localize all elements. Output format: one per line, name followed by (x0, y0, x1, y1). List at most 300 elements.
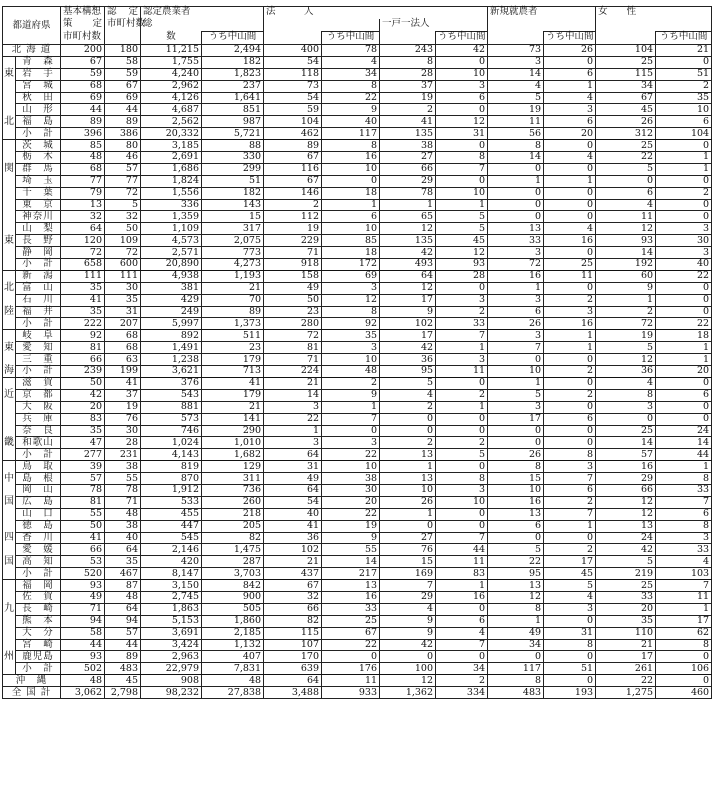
cell-value: 0 (436, 520, 488, 532)
cell-value: 0 (436, 56, 488, 68)
cell-value: 107 (264, 639, 322, 651)
cell-value: 483 (105, 663, 141, 675)
cell-value: 66 (264, 603, 322, 615)
subtotal-row (3, 259, 712, 271)
table-row (3, 152, 712, 164)
cell-value: 2 (380, 104, 436, 116)
region-label (3, 259, 16, 271)
cell-value: 11 (436, 556, 488, 568)
prefecture-name: 岡 山 (16, 484, 61, 496)
cell-value: 8,147 (141, 568, 202, 580)
cell-value: 1 (656, 603, 712, 615)
cell-value: 22 (322, 508, 380, 520)
cell-value: 10 (380, 484, 436, 496)
cell-value: 47 (61, 437, 105, 449)
cell-value: 12 (488, 591, 544, 603)
cell-value: 66 (380, 163, 436, 175)
subtotal-row (3, 449, 712, 461)
prefecture-name: 鹿児島 (16, 651, 61, 663)
cell-value: 2 (596, 306, 656, 318)
cell-value: 20,890 (141, 259, 202, 271)
cell-value: 4 (322, 56, 380, 68)
cell-value: 172 (322, 259, 380, 271)
cell-value: 13 (322, 580, 380, 592)
cell-value: 44 (656, 449, 712, 461)
prefecture-name: 島 根 (16, 473, 61, 485)
region-label (3, 449, 16, 461)
cell-value: 89 (264, 140, 322, 152)
cell-value: 54 (264, 56, 322, 68)
cell-value: 81 (61, 496, 105, 508)
cell-value: 851 (202, 104, 264, 116)
cell-value: 1 (322, 199, 380, 211)
cell-value: 9 (322, 532, 380, 544)
region-label (3, 140, 16, 152)
cell-value: 57 (61, 473, 105, 485)
cell-value: 8 (656, 639, 712, 651)
cell-value: 2 (436, 437, 488, 449)
cell-value: 78 (105, 484, 141, 496)
cell-value: 2 (322, 377, 380, 389)
cell-value: 106 (656, 663, 712, 675)
cell-value: 36 (380, 354, 436, 366)
prefecture-name: 長 野 (16, 235, 61, 247)
table-row (3, 211, 712, 223)
header-cert-muni-c: 市町村数 (105, 19, 141, 32)
cell-value: 396 (61, 128, 105, 140)
cell-value: 26 (488, 449, 544, 461)
cell-value: 81 (264, 342, 322, 354)
cell-value: 3 (322, 342, 380, 354)
cell-value: 222 (61, 318, 105, 330)
cell-value: 933 (322, 687, 380, 699)
cell-value: 14 (488, 152, 544, 164)
cell-value: 11 (596, 211, 656, 223)
stats-table-container (2, 6, 710, 699)
cell-value: 6 (596, 187, 656, 199)
cell-value: 34 (596, 80, 656, 92)
cell-value: 18 (656, 330, 712, 342)
cell-value: 502 (61, 663, 105, 675)
region-label (3, 92, 16, 104)
cell-value: 3 (322, 437, 380, 449)
cell-value: 40 (105, 532, 141, 544)
prefecture-name: 山 口 (16, 508, 61, 520)
cell-value: 42 (380, 247, 436, 259)
prefecture-name: 小 計 (16, 366, 61, 378)
cell-value: 10 (436, 68, 488, 80)
cell-value: 20 (61, 401, 105, 413)
region-label (3, 354, 16, 366)
cell-value: 1,475 (202, 544, 264, 556)
cell-value: 3 (488, 247, 544, 259)
cell-value: 135 (380, 128, 436, 140)
cell-value: 9 (380, 627, 436, 639)
cell-value: 104 (596, 45, 656, 57)
cell-value: 30 (105, 282, 141, 294)
cell-value: 93 (436, 259, 488, 271)
prefecture-name: 愛 媛 (16, 544, 61, 556)
cell-value: 64 (264, 484, 322, 496)
cell-value: 45 (544, 568, 596, 580)
prefecture-name: 岩 手 (16, 68, 61, 80)
cell-value: 56 (488, 128, 544, 140)
cell-value: 2,962 (141, 80, 202, 92)
cell-value: 36 (264, 532, 322, 544)
cell-value: 0 (656, 651, 712, 663)
cell-value: 22 (656, 270, 712, 282)
cell-value: 0 (544, 199, 596, 211)
cell-value: 1 (436, 580, 488, 592)
table-row (3, 413, 712, 425)
table-row (3, 199, 712, 211)
cell-value: 1 (656, 342, 712, 354)
cell-value: 67 (264, 580, 322, 592)
cell-value: 41 (105, 377, 141, 389)
cell-value: 330 (202, 152, 264, 164)
header-women: 女 性 (596, 7, 712, 20)
cell-value: 7 (656, 496, 712, 508)
cell-value: 19 (596, 330, 656, 342)
cell-value: 3 (544, 306, 596, 318)
cell-value: 31 (436, 128, 488, 140)
cell-value: 58 (61, 627, 105, 639)
region-label: 州 (4, 650, 14, 662)
cell-value: 69 (105, 92, 141, 104)
cell-value: 8 (436, 152, 488, 164)
cell-value: 2,185 (202, 627, 264, 639)
cell-value: 85 (322, 235, 380, 247)
cell-value: 1 (544, 175, 596, 187)
region-label (3, 413, 16, 425)
cell-value: 69 (322, 270, 380, 282)
cell-value: 2 (544, 544, 596, 556)
cell-value: 112 (264, 211, 322, 223)
prefecture-name: 高 知 (16, 556, 61, 568)
cell-value: 64 (61, 223, 105, 235)
cell-value: 10 (322, 223, 380, 235)
region-label: 海 (4, 365, 14, 377)
cell-value: 193 (544, 687, 596, 699)
cell-value: 218 (202, 508, 264, 520)
cell-value: 42 (436, 45, 488, 57)
cell-value: 37 (380, 80, 436, 92)
table-row (3, 556, 712, 568)
cell-value: 22 (322, 449, 380, 461)
header-cert-farmers-b: 総 (141, 19, 202, 32)
table-row (3, 508, 712, 520)
cell-value: 104 (656, 128, 712, 140)
cell-value: 14 (656, 437, 712, 449)
cell-value: 48 (105, 591, 141, 603)
table-row (3, 306, 712, 318)
table-row (3, 116, 712, 128)
cell-value: 205 (202, 520, 264, 532)
cell-value: 312 (596, 128, 656, 140)
region-label (3, 425, 16, 437)
cell-value: 19 (264, 223, 322, 235)
cell-value: 158 (264, 270, 322, 282)
cell-value: 900 (202, 591, 264, 603)
cell-value: 1,275 (596, 687, 656, 699)
cell-value: 5 (488, 389, 544, 401)
table-row (3, 247, 712, 259)
cell-value: 713 (202, 366, 264, 378)
cell-value: 1,863 (141, 603, 202, 615)
cell-value: 21 (596, 639, 656, 651)
prefecture-name: 兵 庫 (16, 413, 61, 425)
cell-value: 8 (544, 449, 596, 461)
cell-value: 0 (380, 520, 436, 532)
cell-value: 8 (380, 56, 436, 68)
cell-value: 27 (380, 152, 436, 164)
cell-value: 67 (105, 80, 141, 92)
cell-value: 0 (322, 175, 380, 187)
cell-value: 14 (596, 437, 656, 449)
cell-value: 118 (264, 68, 322, 80)
cell-value: 22,979 (141, 663, 202, 675)
cell-value: 12 (596, 508, 656, 520)
cell-value: 0 (596, 175, 656, 187)
cell-value: 0 (436, 508, 488, 520)
cell-value: 64 (380, 270, 436, 282)
cell-value: 2 (544, 389, 596, 401)
cell-value: 1,823 (202, 68, 264, 80)
cell-value: 4 (596, 199, 656, 211)
cell-value: 493 (380, 259, 436, 271)
cell-value: 2 (656, 80, 712, 92)
cell-value: 35 (61, 282, 105, 294)
cell-value: 29 (380, 175, 436, 187)
cell-value: 192 (596, 259, 656, 271)
cell-value: 12 (380, 675, 436, 687)
cell-value: 92 (61, 330, 105, 342)
cell-value: 18 (322, 247, 380, 259)
cell-value: 26 (380, 496, 436, 508)
region-label (3, 377, 16, 389)
cell-value: 22 (596, 152, 656, 164)
region-label: 東 (4, 234, 14, 246)
cell-value: 600 (105, 259, 141, 271)
cell-value: 22 (488, 556, 544, 568)
prefecture-name: 福 島 (16, 116, 61, 128)
cell-value: 3,424 (141, 639, 202, 651)
cell-value: 64 (264, 675, 322, 687)
cell-value: 53 (61, 556, 105, 568)
cell-value: 33 (488, 235, 544, 247)
cell-value: 5 (596, 556, 656, 568)
cell-value: 3,185 (141, 140, 202, 152)
cell-value: 88 (202, 140, 264, 152)
cell-value: 12 (322, 294, 380, 306)
cell-value: 8 (596, 389, 656, 401)
cell-value: 0 (544, 354, 596, 366)
cell-value: 54 (264, 496, 322, 508)
cell-value: 5,153 (141, 615, 202, 627)
cell-value: 5 (436, 211, 488, 223)
cell-value: 44 (105, 104, 141, 116)
region-label (3, 461, 16, 473)
cell-value: 4,126 (141, 92, 202, 104)
cell-value: 19 (105, 401, 141, 413)
cell-value: 7 (436, 639, 488, 651)
cell-value: 23 (202, 342, 264, 354)
cell-value: 1,362 (380, 687, 436, 699)
cell-value: 5 (380, 377, 436, 389)
cell-value: 66 (596, 484, 656, 496)
cell-value: 407 (202, 651, 264, 663)
region-label (3, 211, 16, 223)
cell-value: 72 (105, 187, 141, 199)
prefecture-name: 宮 崎 (16, 639, 61, 651)
cell-value: 93 (61, 651, 105, 663)
cell-value: 3 (656, 247, 712, 259)
cell-value: 0 (488, 651, 544, 663)
cell-value: 12 (596, 354, 656, 366)
cell-value: 0 (544, 437, 596, 449)
region-label (3, 318, 16, 330)
cell-value: 0 (488, 163, 544, 175)
cell-value: 82 (202, 532, 264, 544)
prefecture-name: 小 計 (16, 663, 61, 675)
header-cert-farmers: 認定農業者 (141, 7, 264, 20)
cell-value: 4 (544, 591, 596, 603)
cell-value: 48 (61, 152, 105, 164)
cell-value: 0 (656, 56, 712, 68)
cell-value: 1,359 (141, 211, 202, 223)
cell-value: 429 (141, 294, 202, 306)
cell-value: 219 (596, 568, 656, 580)
cell-value: 34 (488, 639, 544, 651)
cell-value: 7 (544, 473, 596, 485)
cell-value: 146 (264, 187, 322, 199)
cell-value: 16 (436, 591, 488, 603)
cell-value: 2,691 (141, 152, 202, 164)
cell-value: 8 (488, 603, 544, 615)
region-label (3, 187, 16, 199)
cell-value: 545 (141, 532, 202, 544)
cell-value: 260 (202, 496, 264, 508)
cell-value: 129 (202, 461, 264, 473)
region-label (3, 175, 16, 187)
table-row (3, 223, 712, 235)
cell-value: 0 (488, 532, 544, 544)
cell-value: 27,838 (202, 687, 264, 699)
prefecture-name: 栃 木 (16, 152, 61, 164)
cell-value: 68 (61, 163, 105, 175)
prefecture-name: 群 馬 (16, 163, 61, 175)
table-row (3, 532, 712, 544)
prefecture-name: 福 井 (16, 306, 61, 318)
cell-value: 9 (380, 615, 436, 627)
cell-value: 5 (436, 223, 488, 235)
cell-value: 72 (61, 247, 105, 259)
cell-value: 918 (264, 259, 322, 271)
cell-value: 0 (544, 532, 596, 544)
cell-value: 217 (322, 568, 380, 580)
region-label (3, 401, 16, 413)
cell-value: 0 (488, 425, 544, 437)
cell-value: 24 (656, 425, 712, 437)
cell-value: 1 (656, 354, 712, 366)
cell-value: 3 (322, 282, 380, 294)
cell-value: 0 (656, 175, 712, 187)
cell-value: 1,556 (141, 187, 202, 199)
cell-value: 25 (322, 615, 380, 627)
cell-value: 55 (322, 544, 380, 556)
cell-value: 81 (61, 342, 105, 354)
prefecture-name: 愛 知 (16, 342, 61, 354)
cell-value: 908 (141, 675, 202, 687)
cell-value: 103 (656, 568, 712, 580)
table-row (3, 651, 712, 663)
prefecture-name: 山 梨 (16, 223, 61, 235)
cell-value: 32 (61, 211, 105, 223)
cell-value: 48 (105, 508, 141, 520)
cell-value: 72 (105, 247, 141, 259)
subtotal-row (3, 663, 712, 675)
cell-value: 16 (322, 591, 380, 603)
prefecture-name: 秋 田 (16, 92, 61, 104)
header-basic-plan: 基本構想 (61, 7, 105, 20)
region-label (3, 520, 16, 532)
cell-value: 102 (264, 544, 322, 556)
cell-value: 20 (596, 603, 656, 615)
cell-value: 0 (544, 425, 596, 437)
cell-value: 1,373 (202, 318, 264, 330)
cell-value: 4,938 (141, 270, 202, 282)
cell-value: 62 (656, 627, 712, 639)
region-label: 北 (4, 282, 14, 294)
cell-value: 85 (61, 140, 105, 152)
cell-value: 13 (488, 223, 544, 235)
cell-value: 0 (488, 199, 544, 211)
prefecture-name: 岐 阜 (16, 330, 61, 342)
cell-value: 8 (488, 675, 544, 687)
cell-value: 13 (596, 520, 656, 532)
cell-value: 25 (596, 140, 656, 152)
cell-value: 13 (488, 580, 544, 592)
cell-value: 21 (264, 556, 322, 568)
prefecture-name: 大 分 (16, 627, 61, 639)
cell-value: 25 (596, 56, 656, 68)
cell-value: 1 (596, 294, 656, 306)
cell-value: 141 (202, 413, 264, 425)
cell-value: 5,997 (141, 318, 202, 330)
prefecture-name: 広 島 (16, 496, 61, 508)
region-label: 国 (4, 555, 14, 567)
cell-value: 1,755 (141, 56, 202, 68)
cell-value: 49 (61, 591, 105, 603)
cell-value: 1 (488, 175, 544, 187)
region-label: 関 (4, 163, 14, 175)
cell-value: 76 (105, 413, 141, 425)
cell-value: 50 (264, 294, 322, 306)
cell-value: 79 (61, 187, 105, 199)
cell-value: 290 (202, 425, 264, 437)
region-label (3, 663, 16, 675)
cell-value: 42 (380, 639, 436, 651)
cell-value: 773 (202, 247, 264, 259)
cell-value: 0 (380, 651, 436, 663)
cell-value: 505 (202, 603, 264, 615)
cell-value: 45 (105, 675, 141, 687)
prefecture-name: 徳 島 (16, 520, 61, 532)
prefecture-name: 滋 賀 (16, 377, 61, 389)
cell-value: 67 (596, 92, 656, 104)
cell-value: 8 (436, 473, 488, 485)
prefecture-name: 熊 本 (16, 615, 61, 627)
